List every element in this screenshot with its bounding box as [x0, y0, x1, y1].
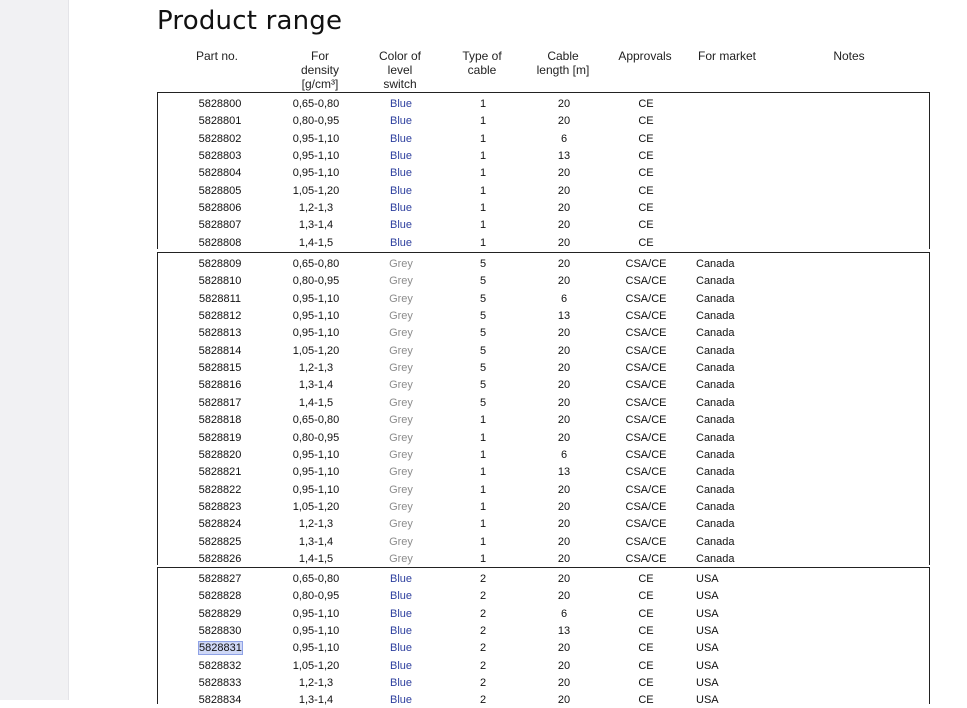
cell-density: 1,4-1,5 [298, 236, 334, 249]
cell-density: 0,65-0,80 [292, 258, 340, 270]
table-row [158, 307, 929, 324]
table-row [158, 324, 929, 341]
cell-cable-length: 20 [557, 659, 571, 672]
cell-density: 1,2-1,3 [298, 202, 334, 215]
cell-market: Canada [696, 448, 735, 461]
cell-density: 0,95-1,10 [292, 132, 340, 145]
table-row [158, 272, 929, 289]
cell-switch-color: Blue [389, 573, 413, 585]
table-row [158, 359, 929, 376]
cell-cable-length: 20 [557, 236, 571, 249]
cell-density: 0,95-1,10 [292, 292, 340, 305]
cell-cable-type: 1 [479, 184, 487, 197]
cell-density: 1,05-1,20 [292, 659, 340, 672]
cell-cable-type: 1 [479, 98, 487, 110]
cell-part-no: 5828833 [198, 677, 242, 690]
cell-cable-type: 5 [479, 344, 487, 357]
cell-approvals: CE [638, 167, 654, 180]
table-row [158, 216, 929, 233]
cell-cable-type: 1 [479, 236, 487, 249]
table-row [158, 164, 929, 181]
cell-part-no: 5828825 [198, 535, 242, 548]
cell-market: Canada [696, 327, 735, 340]
cell-switch-color: Blue [389, 677, 413, 690]
cell-switch-color: Grey [389, 275, 413, 288]
cell-switch-color: Blue [389, 132, 413, 145]
cell-approvals: CE [638, 590, 654, 603]
table-header [0, 49, 967, 93]
cell-market: USA [696, 625, 719, 638]
cell-part-no: 5828829 [198, 607, 242, 620]
cell-part-no: 5828831 [199, 642, 242, 655]
cell-density: 1,3-1,4 [298, 694, 334, 707]
cell-approvals: CSA/CE [625, 362, 667, 375]
cell-cable-type: 2 [479, 573, 487, 585]
cell-approvals: CSA/CE [625, 535, 667, 548]
cell-switch-color: Grey [389, 518, 413, 531]
table-row [158, 112, 929, 129]
cell-part-no: 5828834 [198, 694, 242, 707]
cell-switch-color: Blue [389, 607, 413, 620]
cell-switch-color: Grey [389, 431, 413, 444]
cell-cable-length: 20 [557, 219, 571, 232]
cell-switch-color: Grey [389, 258, 413, 270]
table-group [157, 567, 930, 707]
cell-switch-color: Blue [389, 236, 413, 249]
cell-market: USA [696, 677, 719, 690]
cell-market: Canada [696, 275, 735, 288]
cell-cable-length: 20 [557, 431, 571, 444]
cell-density: 1,4-1,5 [298, 396, 334, 409]
table-row [158, 515, 929, 532]
page-title: Product range [157, 6, 343, 36]
cell-approvals: CE [638, 607, 654, 620]
cell-cable-type: 1 [479, 535, 487, 548]
cell-cable-length: 20 [557, 573, 571, 585]
cell-cable-length: 20 [557, 362, 571, 375]
cell-cable-length: 20 [557, 590, 571, 603]
cell-approvals: CE [638, 98, 654, 110]
cell-cable-type: 1 [479, 448, 487, 461]
cell-approvals: CSA/CE [625, 292, 667, 305]
table-row [158, 342, 929, 359]
table-row [158, 570, 929, 587]
table-row [158, 639, 929, 656]
cell-cable-length: 13 [557, 625, 571, 638]
cell-approvals: CSA/CE [625, 448, 667, 461]
cell-density: 0,65-0,80 [292, 573, 340, 585]
cell-market: USA [696, 590, 719, 603]
cell-market: USA [696, 642, 719, 655]
table-group [157, 92, 930, 249]
cell-density: 0,95-1,10 [292, 167, 340, 180]
cell-cable-length: 13 [557, 466, 571, 479]
cell-cable-type: 1 [479, 150, 487, 163]
cell-approvals: CSA/CE [625, 483, 667, 496]
table-row [158, 147, 929, 164]
cell-cable-length: 20 [557, 396, 571, 409]
cell-part-no: 5828800 [198, 98, 242, 110]
header-part-no: Part no. [195, 49, 239, 63]
cell-density: 0,80-0,95 [292, 431, 340, 444]
cell-approvals: CE [638, 184, 654, 197]
cell-cable-length: 20 [557, 98, 571, 110]
cell-part-no: 5828802 [198, 132, 242, 145]
table-row [158, 463, 929, 480]
cell-market: Canada [696, 310, 735, 323]
cell-cable-length: 20 [557, 518, 571, 531]
cell-approvals: CE [638, 150, 654, 163]
cell-cable-type: 1 [479, 466, 487, 479]
table-row [158, 199, 929, 216]
cell-part-no: 5828815 [198, 362, 242, 375]
table-row [158, 234, 929, 251]
cell-cable-length: 20 [557, 483, 571, 496]
header-cable-type: Type of cable [462, 49, 502, 77]
cell-switch-color: Blue [389, 642, 413, 655]
cell-cable-length: 20 [557, 379, 571, 392]
table-row [158, 182, 929, 199]
cell-part-no: 5828816 [198, 379, 242, 392]
cell-cable-type: 5 [479, 396, 487, 409]
cell-density: 0,95-1,10 [292, 150, 340, 163]
table-row [158, 446, 929, 463]
cell-part-no: 5828814 [198, 344, 242, 357]
cell-density: 1,05-1,20 [292, 184, 340, 197]
cell-approvals: CSA/CE [625, 552, 667, 565]
cell-density: 0,80-0,95 [292, 590, 340, 603]
cell-cable-type: 1 [479, 132, 487, 145]
cell-cable-type: 2 [479, 694, 487, 707]
cell-density: 1,2-1,3 [298, 518, 334, 531]
cell-cable-length: 20 [557, 694, 571, 707]
cell-cable-length: 20 [557, 535, 571, 548]
cell-part-no: 5828810 [198, 275, 242, 288]
viewer-side-gutter [0, 0, 69, 700]
cell-approvals: CE [638, 202, 654, 215]
cell-switch-color: Blue [389, 694, 413, 707]
cell-density: 1,2-1,3 [298, 677, 334, 690]
cell-switch-color: Grey [389, 552, 413, 565]
cell-market: Canada [696, 500, 735, 513]
cell-cable-type: 5 [479, 292, 487, 305]
cell-market: Canada [696, 552, 735, 565]
cell-cable-type: 2 [479, 590, 487, 603]
cell-market: USA [696, 573, 719, 585]
cell-switch-color: Blue [389, 659, 413, 672]
cell-part-no: 5828823 [198, 500, 242, 513]
cell-approvals: CE [638, 677, 654, 690]
cell-part-no: 5828828 [198, 590, 242, 603]
cell-approvals: CE [638, 659, 654, 672]
cell-approvals: CE [638, 115, 654, 128]
cell-market: USA [696, 694, 719, 707]
cell-cable-length: 20 [557, 202, 571, 215]
cell-cable-length: 20 [557, 500, 571, 513]
cell-cable-type: 2 [479, 607, 487, 620]
cell-cable-length: 6 [560, 448, 568, 461]
cell-cable-length: 20 [557, 344, 571, 357]
table-row [158, 290, 929, 307]
cell-cable-length: 20 [557, 167, 571, 180]
cell-approvals: CE [638, 219, 654, 232]
table-row [158, 394, 929, 411]
cell-switch-color: Grey [389, 500, 413, 513]
cell-market: USA [696, 659, 719, 672]
cell-cable-type: 2 [479, 677, 487, 690]
cell-density: 1,3-1,4 [298, 535, 334, 548]
cell-approvals: CE [638, 236, 654, 249]
cell-density: 1,4-1,5 [298, 552, 334, 565]
cell-density: 1,05-1,20 [292, 344, 340, 357]
cell-market: Canada [696, 258, 735, 270]
cell-switch-color: Blue [389, 184, 413, 197]
cell-approvals: CSA/CE [625, 379, 667, 392]
cell-cable-type: 5 [479, 379, 487, 392]
cell-switch-color: Grey [389, 483, 413, 496]
table-row [158, 429, 929, 446]
cell-density: 0,95-1,10 [292, 466, 340, 479]
table-row [158, 498, 929, 515]
cell-part-no: 5828811 [198, 292, 241, 305]
cell-cable-length: 20 [557, 115, 571, 128]
cell-switch-color: Grey [389, 379, 413, 392]
cell-density: 0,95-1,10 [292, 310, 340, 323]
cell-cable-type: 2 [479, 625, 487, 638]
cell-part-no: 5828820 [198, 448, 242, 461]
cell-approvals: CSA/CE [625, 431, 667, 444]
cell-density: 1,2-1,3 [298, 362, 334, 375]
cell-density: 1,05-1,20 [292, 500, 340, 513]
cell-cable-type: 2 [479, 659, 487, 672]
cell-market: USA [696, 607, 719, 620]
cell-cable-type: 1 [479, 431, 487, 444]
cell-approvals: CSA/CE [625, 396, 667, 409]
cell-density: 0,65-0,80 [292, 414, 340, 427]
cell-market: Canada [696, 362, 735, 375]
cell-cable-length: 6 [560, 132, 568, 145]
cell-density: 0,95-1,10 [292, 607, 340, 620]
cell-market: Canada [696, 483, 735, 496]
cell-density: 1,3-1,4 [298, 379, 334, 392]
cell-cable-type: 1 [479, 552, 487, 565]
cell-market: Canada [696, 344, 735, 357]
cell-part-no: 5828805 [198, 184, 242, 197]
table-row [158, 376, 929, 393]
cell-market: Canada [696, 535, 735, 548]
cell-cable-length: 20 [557, 258, 571, 270]
cell-market: Canada [696, 466, 735, 479]
cell-cable-type: 1 [479, 414, 487, 427]
cell-switch-color: Grey [389, 396, 413, 409]
cell-approvals: CSA/CE [625, 414, 667, 427]
cell-switch-color: Blue [389, 98, 413, 110]
cell-market: Canada [696, 379, 735, 392]
cell-approvals: CSA/CE [625, 466, 667, 479]
cell-cable-length: 20 [557, 414, 571, 427]
cell-approvals: CSA/CE [625, 344, 667, 357]
cell-density: 0,95-1,10 [292, 625, 340, 638]
cell-switch-color: Grey [389, 362, 413, 375]
table-row [158, 481, 929, 498]
cell-cable-length: 20 [557, 677, 571, 690]
cell-market: Canada [696, 431, 735, 444]
cell-cable-length: 6 [560, 292, 568, 305]
cell-switch-color: Blue [389, 219, 413, 232]
cell-approvals: CSA/CE [625, 310, 667, 323]
cell-density: 0,65-0,80 [292, 98, 340, 110]
cell-density: 0,80-0,95 [292, 275, 340, 288]
cell-cable-length: 20 [557, 275, 571, 288]
cell-part-no: 5828824 [198, 518, 242, 531]
cell-cable-type: 1 [479, 167, 487, 180]
table-row [158, 533, 929, 550]
cell-cable-length: 20 [557, 184, 571, 197]
cell-switch-color: Blue [389, 625, 413, 638]
cell-part-no: 5828806 [198, 202, 242, 215]
cell-density: 0,95-1,10 [292, 327, 340, 340]
table-row [158, 674, 929, 691]
cell-switch-color: Grey [389, 414, 413, 427]
cell-part-no: 5828830 [198, 625, 242, 638]
cell-part-no: 5828808 [198, 236, 242, 249]
cell-cable-type: 1 [479, 483, 487, 496]
cell-switch-color: Grey [389, 292, 413, 305]
table-row [158, 255, 929, 272]
cell-cable-type: 5 [479, 310, 487, 323]
cell-cable-length: 6 [560, 607, 568, 620]
cell-switch-color: Blue [389, 150, 413, 163]
cell-density: 1,3-1,4 [298, 219, 334, 232]
cell-approvals: CSA/CE [625, 518, 667, 531]
cell-cable-type: 1 [479, 518, 487, 531]
cell-switch-color: Blue [389, 167, 413, 180]
cell-cable-type: 2 [479, 642, 487, 655]
header-color: Color of level switch [378, 49, 422, 91]
cell-part-no: 5828813 [198, 327, 242, 340]
cell-approvals: CE [638, 642, 654, 655]
cell-approvals: CSA/CE [625, 275, 667, 288]
cell-part-no: 5828817 [198, 396, 242, 409]
cell-switch-color: Grey [389, 535, 413, 548]
cell-switch-color: Blue [389, 115, 413, 128]
cell-cable-length: 20 [557, 552, 571, 565]
cell-cable-type: 5 [479, 258, 487, 270]
table-group [157, 252, 930, 565]
cell-switch-color: Grey [389, 466, 413, 479]
table-row [158, 657, 929, 674]
cell-part-no: 5828809 [198, 258, 242, 270]
cell-market: Canada [696, 414, 735, 427]
header-market: For market [697, 49, 756, 63]
header-approvals: Approvals [618, 49, 672, 63]
cell-switch-color: Grey [389, 327, 413, 340]
table-row [158, 95, 929, 112]
table-row [158, 587, 929, 604]
cell-approvals: CSA/CE [625, 327, 667, 340]
cell-part-no: 5828827 [198, 573, 242, 585]
cell-switch-color: Blue [389, 202, 413, 215]
cell-cable-length: 13 [557, 150, 571, 163]
cell-part-no: 5828801 [198, 115, 242, 128]
header-notes: Notes [833, 49, 865, 63]
cell-part-no: 5828818 [198, 414, 242, 427]
cell-cable-type: 5 [479, 327, 487, 340]
cell-switch-color: Grey [389, 310, 413, 323]
cell-part-no: 5828807 [198, 219, 242, 232]
cell-approvals: CE [638, 625, 654, 638]
cell-market: Canada [696, 518, 735, 531]
header-cable-length: Cable length [m] [536, 49, 590, 77]
cell-switch-color: Blue [389, 590, 413, 603]
cell-density: 0,95-1,10 [292, 448, 340, 461]
cell-switch-color: Grey [389, 344, 413, 357]
cell-density: 0,95-1,10 [292, 642, 340, 655]
cell-approvals: CE [638, 573, 654, 585]
cell-part-no: 5828819 [198, 431, 242, 444]
cell-cable-type: 1 [479, 202, 487, 215]
table-row [158, 550, 929, 567]
cell-part-no: 5828821 [198, 466, 242, 479]
cell-approvals: CSA/CE [625, 500, 667, 513]
cell-market: Canada [696, 396, 735, 409]
cell-cable-type: 1 [479, 500, 487, 513]
cell-cable-length: 13 [557, 310, 571, 323]
cell-part-no: 5828803 [198, 150, 242, 163]
cell-approvals: CE [638, 132, 654, 145]
cell-cable-length: 20 [557, 327, 571, 340]
cell-part-no: 5828812 [198, 310, 242, 323]
cell-part-no: 5828804 [198, 167, 242, 180]
cell-part-no: 5828822 [198, 483, 242, 496]
cell-market: Canada [696, 292, 735, 305]
cell-cable-type: 1 [479, 219, 487, 232]
table-row [158, 622, 929, 639]
cell-cable-length: 20 [557, 642, 571, 655]
cell-cable-type: 5 [479, 362, 487, 375]
cell-part-no: 5828826 [198, 552, 242, 565]
cell-density: 0,80-0,95 [292, 115, 340, 128]
cell-approvals: CSA/CE [625, 258, 667, 270]
cell-part-no: 5828832 [198, 659, 242, 672]
header-density: For density [g/cm³] [300, 49, 340, 91]
table-row [158, 605, 929, 622]
cell-cable-type: 1 [479, 115, 487, 128]
table-row [158, 130, 929, 147]
cell-cable-type: 5 [479, 275, 487, 288]
cell-approvals: CE [638, 694, 654, 707]
cell-switch-color: Grey [389, 448, 413, 461]
table-row [158, 411, 929, 428]
cell-density: 0,95-1,10 [292, 483, 340, 496]
